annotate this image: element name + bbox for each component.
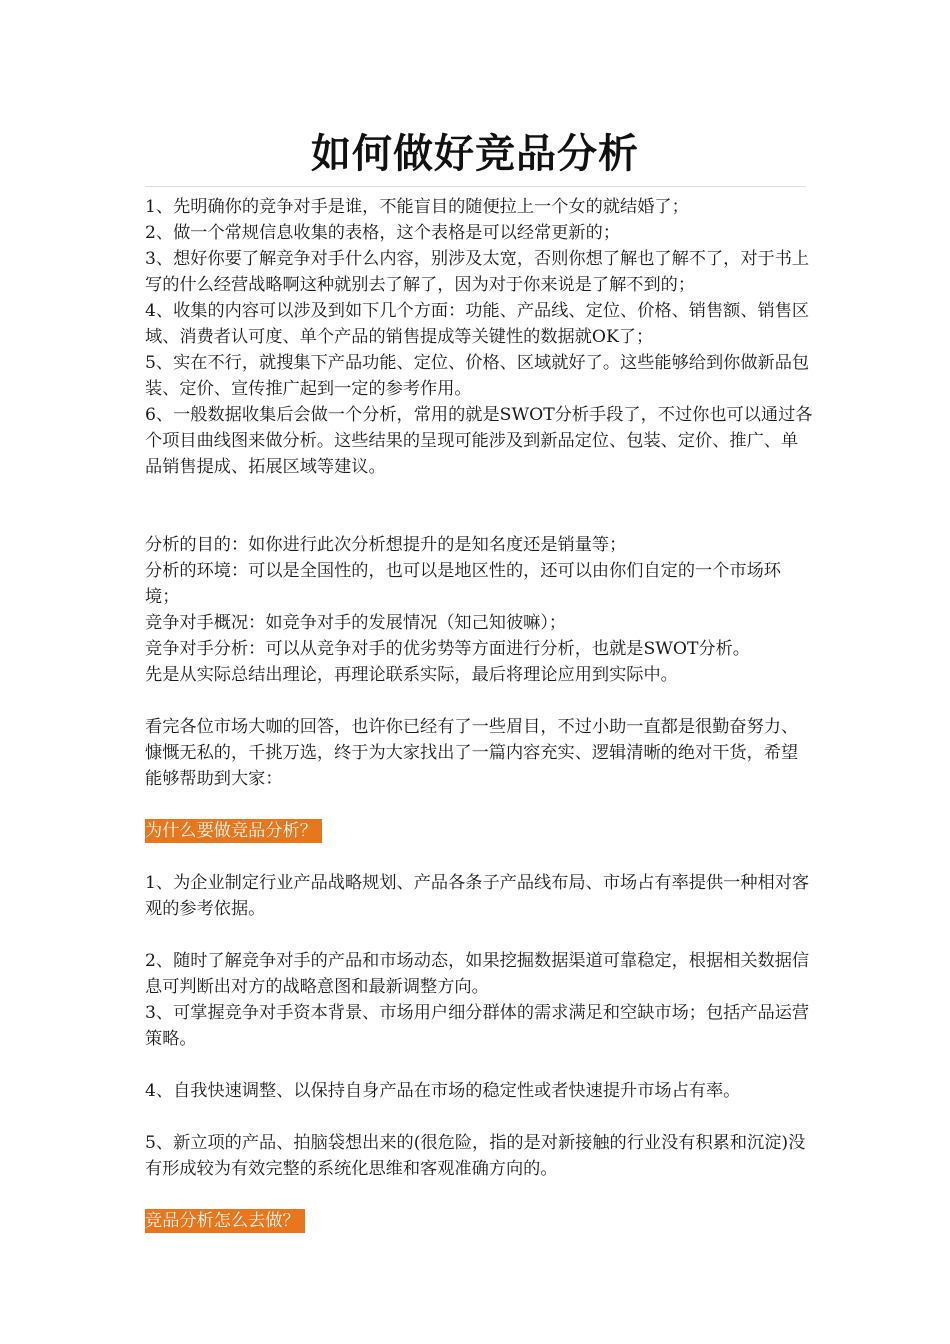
analysis-point: 分析的目的：如你进行此次分析想提升的是知名度还是销量等；	[145, 535, 627, 555]
spacer	[145, 1182, 813, 1208]
analysis-point: 竞争对手分析：可以从竞争对手的优劣势等方面进行分析，也就是SWOT分析。	[145, 639, 750, 659]
intro-item: 4、收集的内容可以涉及到如下几个方面：功能、产品线、定位、价格、销售额、销售区域、消费者认可度、单个产品的销售提成等关键性的数据就OK了；	[145, 301, 810, 347]
section-heading-why: 为什么要做竞品分析？	[145, 819, 322, 843]
spacer	[145, 792, 813, 818]
spacer	[145, 1104, 813, 1130]
reason-item: 1、为企业制定行业产品战略规划、产品各条子产品线布局、市场占有率提供一种相对客观的参考依据。	[145, 873, 810, 919]
reason-item: 2、随时了解竞争对手的产品和市场动态，如果挖掘数据渠道可靠稳定，根据相关数据信息可判断出对方的战略意图和最新调整方向。	[145, 951, 810, 997]
spacer	[145, 1052, 813, 1078]
summary-paragraph: 看完各位市场大咖的回答，也许你已经有了一些眉目，不过小助一直都是很勤奋努力、慷慨无私的，千挑万选，终于为大家找出了一篇内容充实、逻辑清晰的绝对干货，希望能够帮助到大家：	[145, 717, 799, 789]
reason-item: 3、可掌握竞争对手资本背景、市场用户细分群体的需求满足和空缺市场；包括产品运营策略。	[145, 1003, 810, 1049]
intro-item: 5、实在不行，就搜集下产品功能、定位、价格、区域就好了。这些能够给到你做新品包装、定价、宣传推广起到一定的参考作用。	[145, 353, 810, 399]
spacer	[145, 922, 813, 948]
article-body	[145, 194, 813, 1234]
intro-item: 2、做一个常规信息收集的表格，这个表格是可以经常更新的；	[145, 223, 621, 243]
intro-item: 6、一般数据收集后会做一个分析，常用的就是SWOT分析手段了，不过你也可以通过各个项目曲线图来做分析。这些结果的呈现可能涉及到新品定位、包装、定价、推广、单品销售提成、拓展区域等建议。	[145, 405, 813, 477]
spacer	[145, 844, 813, 870]
title-divider	[145, 186, 806, 187]
spacer	[145, 688, 813, 714]
section-heading-how: 竞品分析怎么去做？	[145, 1209, 305, 1233]
intro-item: 3、想好你要了解竞争对手什么内容，别涉及太宽，否则你想了解也了解不了，对于书上写的什么经营战略啊这种就别去了解了，因为对于你来说是了解不到的；	[145, 249, 810, 295]
analysis-point: 竞争对手概况：如竞争对手的发展情况（知己知彼嘛）；	[145, 613, 567, 633]
spacer	[145, 480, 813, 532]
reason-item: 5、新立项的产品、拍脑袋想出来的(很危险，指的是对新接触的行业没有积累和沉淀)没有形成较为有效完整的系统化思维和客观准确方向的。	[145, 1133, 806, 1179]
analysis-point: 先是从实际总结出理论，再理论联系实际，最后将理论应用到实际中。	[145, 665, 678, 685]
reason-item: 4、自我快速调整、以保持自身产品在市场的稳定性或者快速提升市场占有率。	[145, 1081, 741, 1101]
intro-item: 1、先明确你的竞争对手是谁，不能盲目的随便拉上一个女的就结婚了；	[145, 197, 689, 217]
analysis-point: 分析的环境：可以是全国性的，也可以是地区性的，还可以由你们自定的一个市场环境；	[145, 561, 781, 607]
page-title: 如何做好竞品分析	[311, 130, 639, 177]
